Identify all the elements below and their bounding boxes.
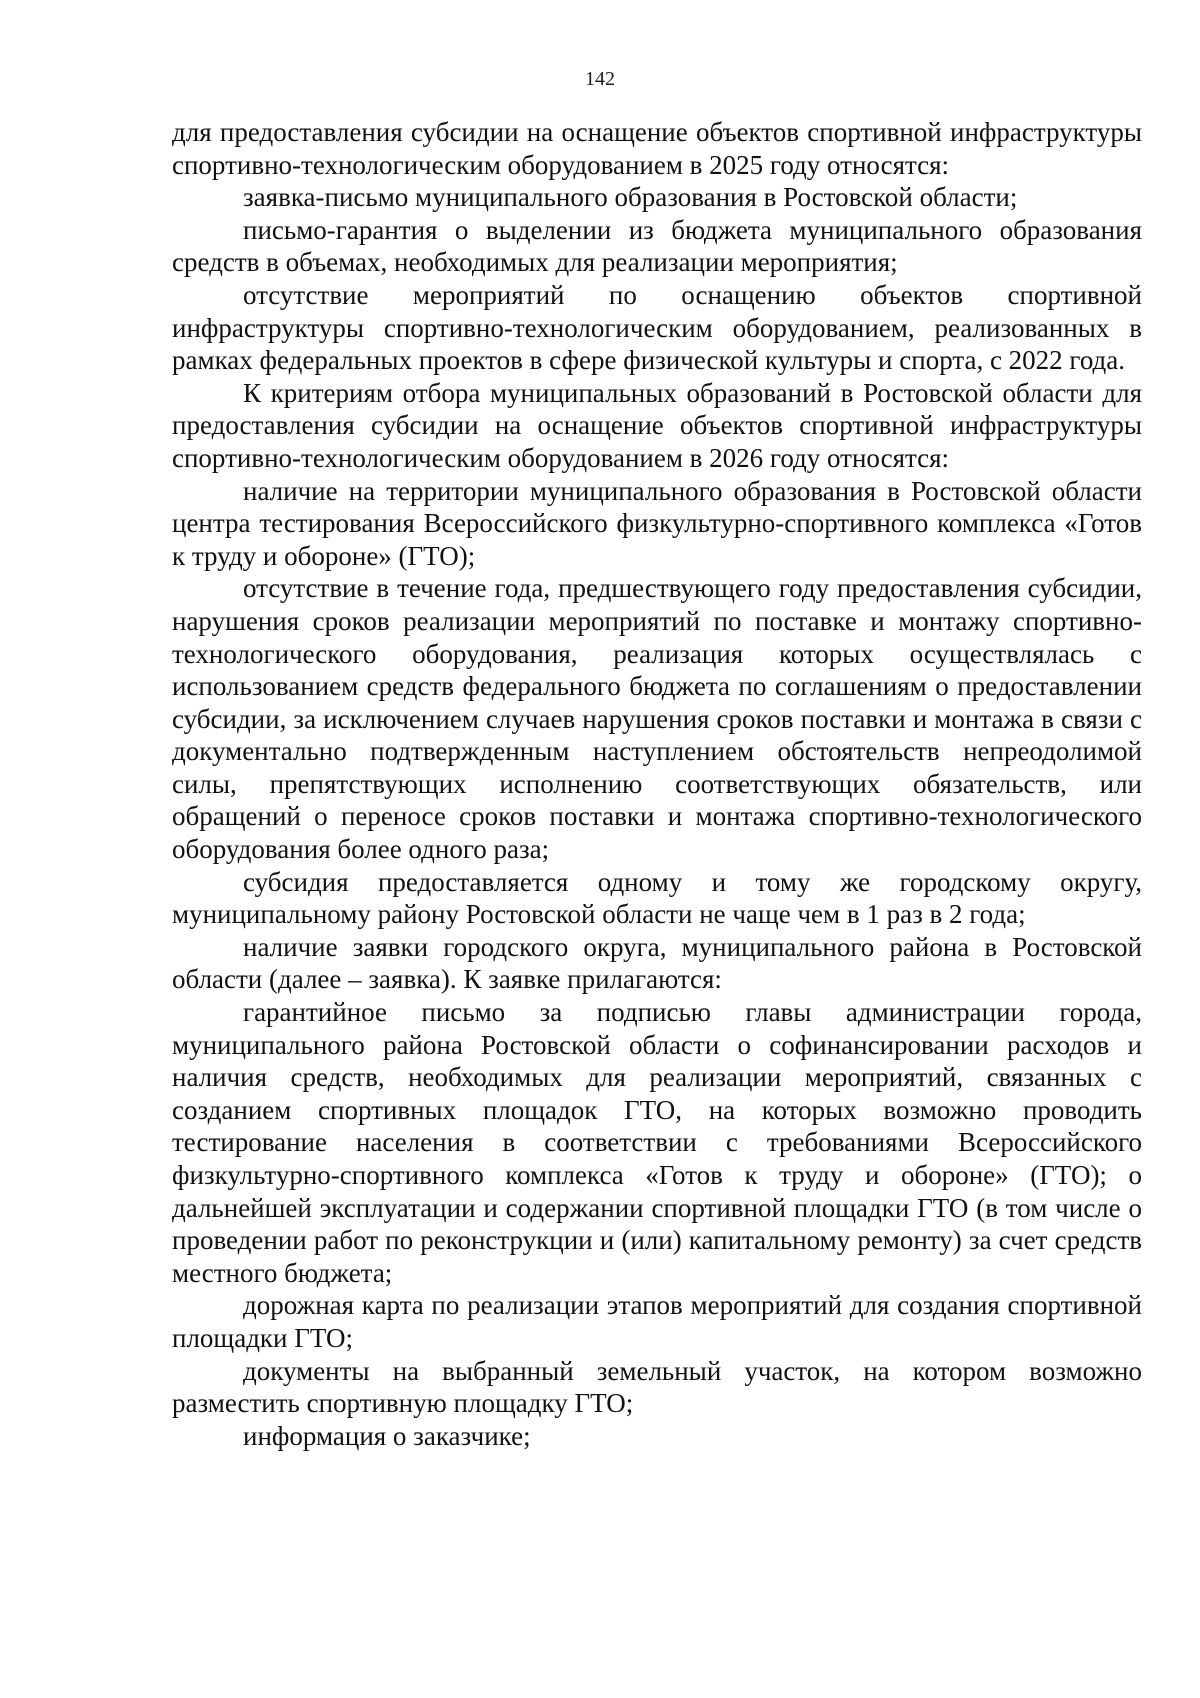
document-body	[172, 116, 1142, 1452]
page-number: 142	[585, 68, 615, 90]
paragraph-no-violations: отсутствие в течение года, предшествующего году предоставления субсидии, нарушения сроков реализации мероприятий по поставке и монтажу спортивно-технологического оборудования, реализация которых осуществлялась с использованием средств федерального бюджета по соглашениям о предоставлении субсидии, за исключением случаев нарушения сроков поставки и монтажа в связи с документально подтвержденным наступлением обстоятельств непреодолимой силы, препятствующих исполнению соответствующих обязательств, или обращений о переносе сроков поставки и монтажа спортивно-технологического оборудования более одного раза;	[172, 573, 1142, 865]
paragraph-guarantee-letter: письмо-гарантия о выделении из бюджета муниципального образования средств в объемах, необходимых для реализации мероприятия;	[172, 214, 1142, 278]
paragraph-land-documents: документы на выбранный земельный участок, на котором возможно разместить спортивную площадку ГТО;	[172, 1355, 1142, 1419]
paragraph-no-prior-equipment: отсутствие мероприятий по оснащению объектов спортивной инфраструктуры спортивно-технологическим оборудованием, реализованных в рамках федеральных проектов в сфере физической культуры и спорта, с 2022 года.	[172, 279, 1142, 376]
paragraph-application-letter: заявка-письмо муниципального образования в Ростовской области;	[243, 182, 1018, 213]
paragraph-criteria-2026-intro: К критериям отбора муниципальных образований в Ростовской области для предоставления субсидии на оснащение объектов спортивной инфраструктуры спортивно-технологическим оборудованием в 2026 году относятся:	[172, 377, 1142, 473]
paragraph-application-required: наличие заявки городского округа, муниципального района в Ростовской области (далее – заявка). К заявке прилагаются:	[172, 931, 1142, 995]
paragraph-guarantee-signed: гарантийное письмо за подписью главы администрации города, муниципального района Ростовской области о софинансировании расходов и наличия средств, необходимых для реализации мероприятий, связанных с созданием спортивных площадок ГТО, на которых возможно проводить тестирование населения в соответствии с требованиями Всероссийского физкультурно-спортивного комплекса «Готов к труду и обороне» (ГТО); о дальнейшей эксплуатации и содержании спортивной площадки ГТО (в том числе о проведении работ по реконструкции и (или) капитальному ремонту) за счет средств местного бюджета;	[172, 997, 1142, 1288]
paragraph-customer-info: информация о заказчике;	[243, 1420, 531, 1451]
paragraph-testing-center: наличие на территории муниципального образования в Ростовской области центра тестирования Всероссийского физкультурно-спортивного комплекса «Готов к труду и обороне» (ГТО);	[172, 475, 1142, 571]
paragraph-roadmap: дорожная карта по реализации этапов мероприятий для создания спортивной площадки ГТО;	[172, 1290, 1142, 1353]
paragraph-criteria-2025-intro: для предоставления субсидии на оснащение объектов спортивной инфраструктуры спортивно-технологическим оборудованием в 2025 году относятся:	[172, 117, 1142, 180]
paragraph-frequency-limit: субсидия предоставляется одному и тому же городскому округу, муниципальному району Ростовской области не чаще чем в 1 раз в 2 года;	[172, 866, 1142, 930]
